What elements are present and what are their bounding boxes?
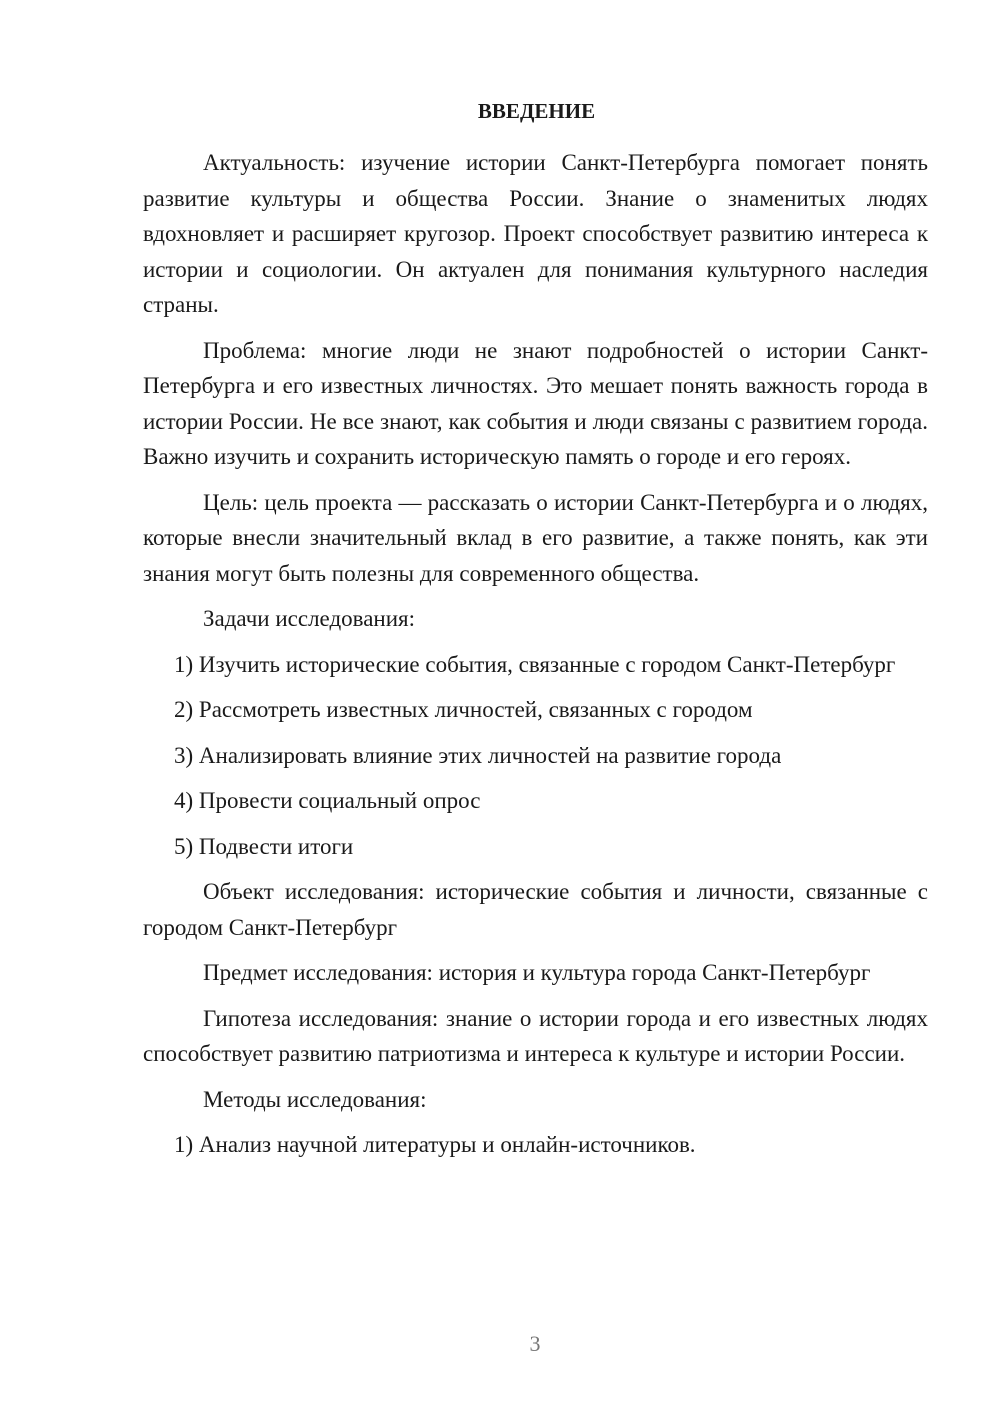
document-page [143,93,928,1173]
actuality-paragraph: Актуальность: изучение истории Санкт-Петербурга помогает понять развитие культуры и общества России. Знание о знаменитых людях вдохновляет и расширяет кругозор. Проект способствует развитию интереса к истории и социологии. Он актуален для понимания культурного наследия страны. [143,150,928,317]
methods-label: Методы исследования: [203,1086,427,1112]
problem-paragraph: Проблема: многие люди не знают подробностей о истории Санкт-Петербурга и его известных личностях. Это мешает понять важность города в истории России. Не все знают, как события и люди связаны с развитием города. Важно изучить и сохранить историческую память о городе и его героях. [143,337,928,469]
goal-paragraph: Цель: цель проекта — рассказать о истории Санкт-Петербурга и о людях, которые внесли значительный вклад в его развитие, а также понять, как эти знания могут быть полезны для современного общества. [143,489,928,586]
subject-paragraph: Предмет исследования: история и культура города Санкт-Петербург [203,960,871,985]
method-item-1: 1) Анализ научной литературы и онлайн-источников. [174,1132,696,1157]
page-number: 3 [529,1331,541,1356]
section-heading: ВВЕДЕНИЕ [477,99,596,123]
task-item-5: 5) Подвести итоги [174,833,354,859]
task-item-3: 3) Анализировать влияние этих личностей на развитие города [174,742,782,768]
tasks-label: Задачи исследования: [203,606,416,631]
task-item-4: 4) Провести социальный опрос [174,788,481,813]
hypothesis-paragraph: Гипотеза исследования: знание о истории города и его известных людях способствует развитию патриотизма и интереса к культуре и истории России. [143,1005,928,1066]
task-item-1: 1) Изучить исторические события, связанные с городом Санкт-Петербург [174,651,896,677]
object-paragraph: Объект исследования: исторические события и личности, связанные с городом Санкт-Петербург [143,879,928,940]
task-item-2: 2) Рассмотреть известных личностей, связанных с городом [174,697,753,722]
